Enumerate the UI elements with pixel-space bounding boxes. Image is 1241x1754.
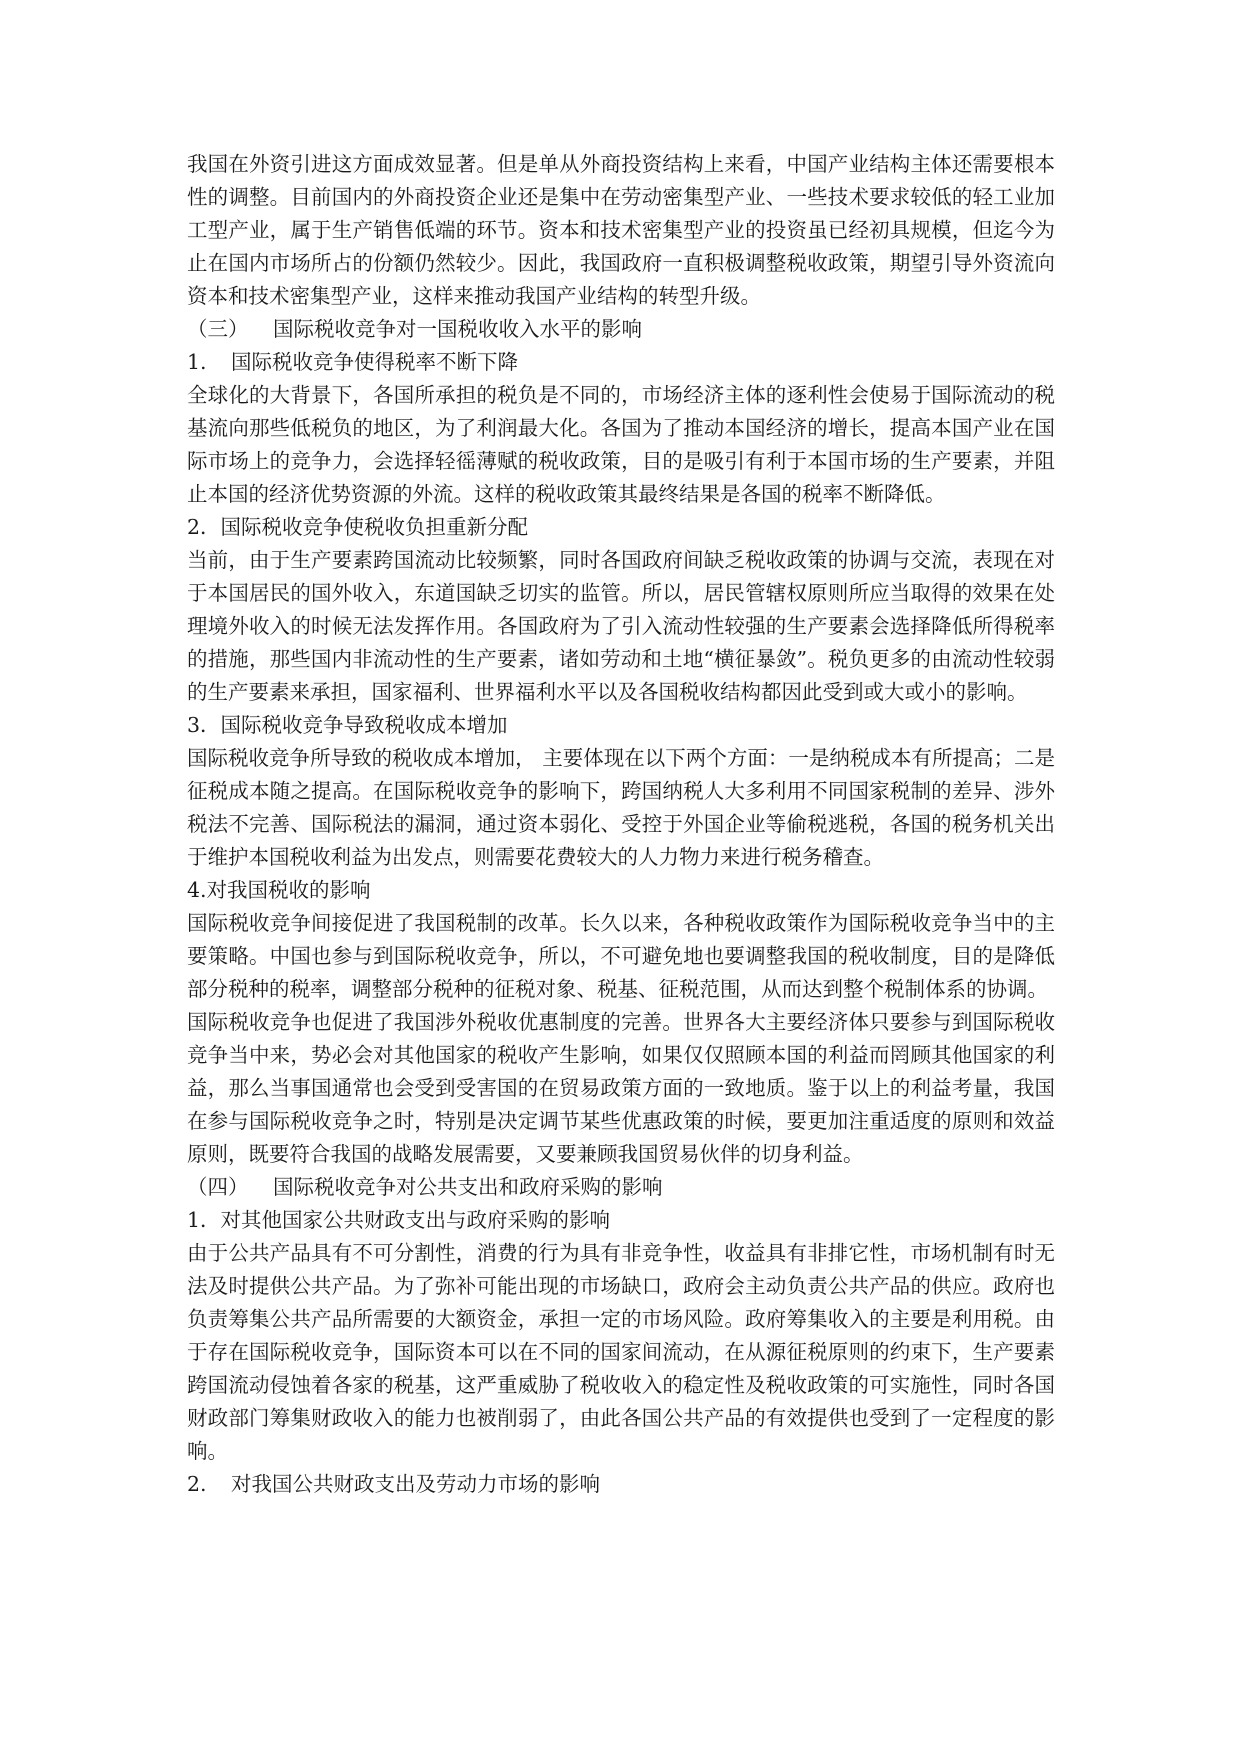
paragraph: 当前，由于生产要素跨国流动比较频繁，同时各国政府间缺乏税收政策的协调与交流，表现在对于本国居民的国外收入，东道国缺乏切实的监管。所以，居民管辖权原则所应当取得的效果在处理境外收入的时候无法发挥作用。各国政府为了引入流动性较强的生产要素会选择降低所得税率的措施，那些国内非流动性的生产要素，诸如劳动和土地“横征暴敛”。税负更多的由流动性较弱的生产要素来承担，国家福利、世界福利水平以及各国税收结构都因此受到或大或小的影响。 bbox=[187, 548, 1055, 704]
heading-number: 3． bbox=[187, 713, 221, 737]
heading-text: 国际税收竞争使得税率不断下降 bbox=[231, 350, 518, 374]
heading-number: 2． bbox=[187, 515, 221, 539]
subsection-heading bbox=[187, 1468, 1055, 1501]
section-heading bbox=[187, 313, 1055, 346]
heading-number: 1． bbox=[187, 1208, 221, 1232]
heading-text: 国际税收竞争对一国税收收入水平的影响 bbox=[273, 317, 642, 341]
paragraph: 全球化的大背景下，各国所承担的税负是不同的，市场经济主体的逐利性会使易于国际流动的税基流向那些低税负的地区，为了利润最大化。各国为了推动本国经济的增长，提高本国产业在国际市场上的竞争力，会选择轻徭薄赋的税收政策，目的是吸引有利于本国市场的生产要素，并阻止本国的经济优势资源的外流。这样的税收政策其最终结果是各国的税率不断降低。 bbox=[187, 383, 1055, 506]
heading-number: （三） bbox=[187, 317, 249, 341]
heading-text: 国际税收竞争导致税收成本增加 bbox=[220, 713, 508, 737]
paragraph: 由于公共产品具有不可分割性，消费的行为具有非竞争性，收益具有非排它性，市场机制有时无法及时提供公共产品。为了弥补可能出现的市场缺口，政府会主动负责公共产品的供应。政府也负责筹集公共产品所需要的大额资金，承担一定的市场风险。政府筹集收入的主要是利用税。由于存在国际税收竞争，国际资本可以在不同的国家间流动，在从源征税原则的约束下，生产要素跨国流动侵蚀着各家的税基，这严重威胁了税收收入的稳定性及税收政策的可实施性，同时各国财政部门筹集财政收入的能力也被削弱了，由此各国公共产品的有效提供也受到了一定程度的影响。 bbox=[187, 1241, 1055, 1463]
subsection-heading bbox=[187, 874, 1055, 907]
heading-text: 对我国公共财政支出及劳动力市场的影响 bbox=[231, 1472, 600, 1496]
heading-text: 对其他国家公共财政支出与政府采购的影响 bbox=[220, 1208, 611, 1232]
paragraph: 我国在外资引进这方面成效显著。但是单从外商投资结构上来看，中国产业结构主体还需要根本性的调整。目前国内的外商投资企业还是集中在劳动密集型产业、一些技术要求较低的轻工业加工型产业，属于生产销售低端的环节。资本和技术密集型产业的投资虽已经初具规模，但迄今为止在国内市场所占的份额仍然较少。因此，我国政府一直积极调整税收政策，期望引导外资流向资本和技术密集型产业，这样来推动我国产业结构的转型升级。 bbox=[187, 152, 1055, 308]
paragraph: 国际税收竞争间接促进了我国税制的改革。长久以来，各种税收政策作为国际税收竞争当中的主要策略。中国也参与到国际税收竞争，所以，不可避免地也要调整我国的税收制度，目的是降低部分税种的税率，调整部分税种的征税对象、税基、征税范围，从而达到整个税制体系的协调。 bbox=[187, 911, 1055, 1001]
heading-number: （四） bbox=[187, 1175, 249, 1199]
heading-number: 2. bbox=[187, 1472, 207, 1496]
document-page bbox=[187, 148, 1055, 1501]
heading-text: 对我国税收的影响 bbox=[206, 878, 371, 902]
paragraph: 国际税收竞争也促进了我国涉外税收优惠制度的完善。世界各大主要经济体只要参与到国际税收竞争当中来，势必会对其他国家的税收产生影响，如果仅仅照顾本国的利益而罔顾其他国家的利益，那么当事国通常也会受到受害国的在贸易政策方面的一致地质。鉴于以上的利益考量，我国在参与国际税收竞争之时，特别是决定调节某些优惠政策的时候，要更加注重适度的原则和效益原则，既要符合我国的战略发展需要，又要兼顾我国贸易伙伴的切身利益。 bbox=[187, 1010, 1055, 1166]
subsection-heading bbox=[187, 511, 1055, 544]
paragraph: 国际税收竞争所导致的税收成本增加， 主要体现在以下两个方面：一是纳税成本有所提高；二是征税成本随之提高。在国际税收竞争的影响下，跨国纳税人大多利用不同国家税制的差异、涉外税法不完善、国际税法的漏洞，通过资本弱化、受控于外国企业等偷税逃税，各国的税务机关出于维护本国税收利益为出发点，则需要花费较大的人力物力来进行税务稽查。 bbox=[187, 746, 1055, 869]
subsection-heading bbox=[187, 346, 1055, 379]
subsection-heading bbox=[187, 709, 1055, 742]
heading-text: 国际税收竞争使税收负担重新分配 bbox=[220, 515, 529, 539]
heading-text: 国际税收竞争对公共支出和政府采购的影响 bbox=[273, 1175, 663, 1199]
section-heading bbox=[187, 1171, 1055, 1204]
heading-number: 1. bbox=[187, 350, 207, 374]
subsection-heading bbox=[187, 1204, 1055, 1237]
heading-number: 4. bbox=[187, 878, 207, 902]
